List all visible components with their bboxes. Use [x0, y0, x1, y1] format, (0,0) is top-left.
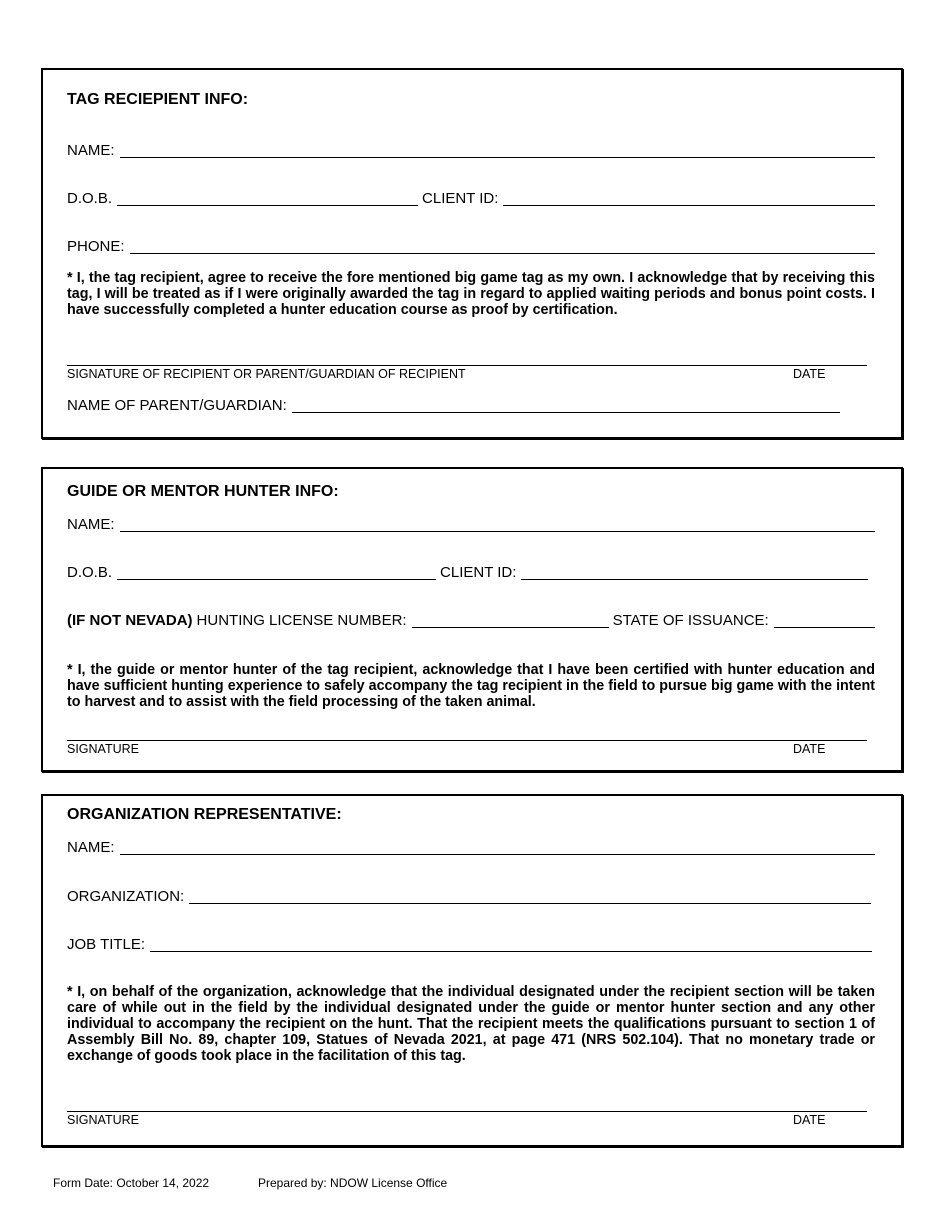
org-job-title-row — [67, 935, 872, 953]
recipient-dob-field[interactable] — [117, 191, 418, 206]
section-title: TAG RECIEPIENT INFO: — [67, 91, 249, 108]
name-label: NAME: — [67, 516, 115, 533]
tag-recipient-section — [41, 68, 903, 439]
recipient-statement: * I, the tag recipient, agree to receive the fore mentioned big game tag as my own. I acknowledge that by receiving this tag, I will be treated as if I were originally awarded the tag in regard to applied waiting periods and bonus point costs. I have successfully completed a hunter education course as proof by certification. — [67, 270, 875, 318]
organization-statement: * I, on behalf of the organization, acknowledge that the individual designated under the recipient section will be taken care of while out in the field by the individual designated under the guide or mentor hunter section and any other individual to accompany the recipient on the hunt. That the recipient meets the qualifications pursuant to section 1 of Assembly Bill No. 89, chapter 109, Statues of Nevada 2021, at page 471 (NRS 502.104). That no monetary trade or exchange of goods took place in the facilitation of this tag. — [67, 984, 875, 1064]
date-label: DATE — [793, 367, 826, 381]
guide-mentor-section — [41, 467, 903, 772]
recipient-dob-row — [67, 189, 875, 207]
org-signature-line[interactable] — [67, 1111, 867, 1112]
organization-label: ORGANIZATION: — [67, 888, 185, 905]
license-label: HUNTING LICENSE NUMBER: — [196, 612, 407, 629]
signature-label: SIGNATURE — [67, 1113, 139, 1127]
form-date: Form Date: October 14, 2022 — [53, 1176, 210, 1190]
dob-label: D.O.B. — [67, 190, 113, 207]
section-title: ORGANIZATION REPRESENTATIVE: — [67, 806, 342, 823]
date-label: DATE — [793, 1113, 826, 1127]
recipient-phone-row — [67, 237, 875, 255]
guide-license-row — [67, 611, 875, 629]
recipient-signature-line[interactable] — [67, 365, 867, 366]
guardian-name-field[interactable] — [292, 398, 840, 413]
org-rep-name-field[interactable] — [120, 840, 875, 855]
dob-label: D.O.B. — [67, 564, 113, 581]
name-label: NAME: — [67, 142, 115, 159]
signature-label: SIGNATURE — [67, 742, 139, 756]
recipient-phone-field[interactable] — [130, 239, 875, 254]
recipient-client-id-field[interactable] — [503, 191, 875, 206]
state-label: STATE OF ISSUANCE: — [612, 612, 769, 629]
recipient-name-row — [67, 141, 875, 159]
prepared-by: Prepared by: NDOW License Office — [258, 1176, 448, 1190]
phone-label: PHONE: — [67, 238, 125, 255]
guardian-label: NAME OF PARENT/GUARDIAN: — [67, 397, 287, 414]
license-number-field[interactable] — [412, 613, 609, 628]
guide-dob-row — [67, 563, 868, 581]
guide-signature-line[interactable] — [67, 740, 867, 741]
org-name-row — [67, 838, 875, 856]
section-title: GUIDE OR MENTOR HUNTER INFO: — [67, 483, 339, 500]
guide-statement: * I, the guide or mentor hunter of the tag recipient, acknowledge that I have been certified with hunter education and have sufficient hunting experience to safely accompany the tag recipient in the field to pursue big game with the intent to harvest and to assist with the field processing of the taken animal. — [67, 662, 875, 710]
guide-client-id-field[interactable] — [521, 565, 868, 580]
recipient-name-field[interactable] — [120, 143, 875, 158]
state-of-issuance-field[interactable] — [774, 613, 875, 628]
guide-dob-field[interactable] — [117, 565, 436, 580]
job-title-label: JOB TITLE: — [67, 936, 146, 953]
guide-name-field[interactable] — [120, 517, 875, 532]
guide-name-row — [67, 515, 875, 533]
date-label: DATE — [793, 742, 826, 756]
org-organization-row — [67, 887, 871, 905]
guardian-row — [67, 396, 840, 414]
name-label: NAME: — [67, 839, 115, 856]
client-id-label: CLIENT ID: — [422, 190, 499, 207]
signature-label: SIGNATURE OF RECIPIENT OR PARENT/GUARDIAN OF RECIPIENT — [67, 367, 466, 381]
organization-section — [41, 794, 903, 1147]
if-not-nevada-label: (IF NOT NEVADA) — [67, 612, 193, 629]
client-id-label: CLIENT ID: — [440, 564, 517, 581]
organization-field[interactable] — [189, 889, 871, 904]
job-title-field[interactable] — [150, 937, 872, 952]
